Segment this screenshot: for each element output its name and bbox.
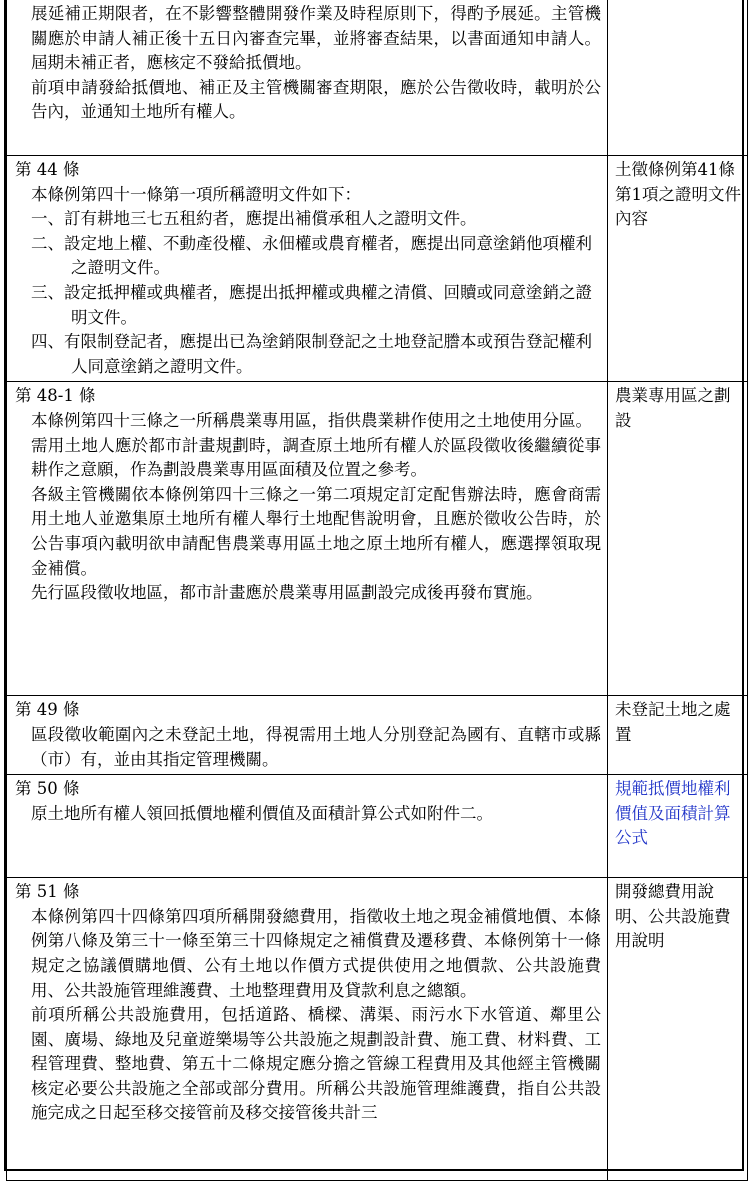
table-row bbox=[7, 696, 748, 775]
table-row bbox=[7, 775, 748, 878]
article-list-item: 三、設定抵押權或典權者，應提出抵押權或典權之清償、回贖或同意塗銷之證明文件。 bbox=[31, 282, 592, 327]
article-paragraph: 展延補正期限者，在不影響整體開發作業及時程原則下，得酌予展延。主管機關應於申請人補正後十五日內審查完畢，並將審查結果，以書面通知申請人。屆期未補正者，應核定不發給抵價地。 bbox=[31, 4, 601, 73]
note-cell bbox=[608, 382, 748, 696]
regulation-table bbox=[6, 0, 748, 1181]
regulation-document bbox=[4, 0, 744, 1171]
note-text: 開發總費用說明、公共設施費用說明 bbox=[615, 882, 731, 951]
article-list-item: 四、有限制登記者，應提出已為塗銷限制登記之土地登記謄本或預告登記權利人同意塗銷之證明文件。 bbox=[31, 332, 592, 376]
article-paragraph: 原土地所有權人領回抵價地權利價值及面積計算公式如附件二。 bbox=[31, 803, 493, 823]
note-text-highlighted: 規範抵價地權利價值及面積計算公式 bbox=[615, 779, 731, 848]
article-number: 第 48-1 條 bbox=[15, 386, 96, 406]
article-paragraph: 需用土地人應於都市計畫規劃時，調查原土地所有權人於區段徵收後繼續從事耕作之意願，作為劃設農業專用區面積及位置之參考。 bbox=[31, 435, 601, 480]
table-row bbox=[7, 878, 748, 1181]
article-paragraph: 區段徵收範圍內之未登記土地，得視需用土地人分別登記為國有、直轄市或縣（市）有，並由其指定管理機關。 bbox=[31, 724, 601, 769]
article-paragraph: 前項所稱公共設施費用，包括道路、橋樑、溝渠、雨污水下水管道、鄰里公園、廣場、綠地及兒童遊樂場等公共設施之規劃設計費、施工費、材料費、工程管理費、整地費、第五十二條規定應分擔之管線工程費用及其他經主管機關核定必要公共設施之全部或部分費用。所稱公共設施管理維護費，指自公共設施完成之日起至移交接管前及移交接管後共計三 bbox=[31, 1005, 601, 1123]
article-cell bbox=[7, 156, 608, 382]
article-cell bbox=[7, 696, 608, 775]
note-cell bbox=[608, 696, 748, 775]
article-paragraph: 先行區段徵收地區，都市計畫應於農業專用區劃設完成後再發布實施。 bbox=[31, 583, 543, 603]
article-paragraph: 各級主管機關依本條例第四十三條之一第二項規定訂定配售辦法時，應會商需用土地人並邀集原土地所有權人舉行土地配售說明會，且應於徵收公告時，於公告事項內載明欲申請配售農業專用區土地之原土地所有權人，應選擇領取現金補償。 bbox=[31, 484, 601, 578]
article-paragraph: 本條例第四十一條第一項所稱證明文件如下： bbox=[31, 184, 361, 204]
article-number: 第 49 條 bbox=[15, 700, 80, 720]
note-cell bbox=[608, 775, 748, 878]
article-cell bbox=[7, 775, 608, 878]
note-text: 未登記土地之處置 bbox=[615, 700, 731, 744]
note-text: 農業專用區之劃設 bbox=[615, 386, 731, 430]
article-list-item: 二、設定地上權、不動產役權、永佃權或農育權者，應提出同意塗銷他項權利之證明文件。 bbox=[31, 233, 592, 278]
note-cell bbox=[608, 878, 748, 1181]
article-list-item: 一、訂有耕地三七五租約者，應提出補償承租人之證明文件。 bbox=[31, 209, 477, 229]
note-cell bbox=[608, 0, 748, 156]
table-row bbox=[7, 0, 748, 156]
article-paragraph: 前項申請發給抵價地、補正及主管機關審查期限，應於公告徵收時，載明於公告內，並通知土地所有權人。 bbox=[31, 77, 601, 122]
table-row bbox=[7, 382, 748, 696]
article-paragraph: 本條例第四十四條第四項所稱開發總費用，指徵收土地之現金補償地價、本條例第八條及第三十一條至第三十四條規定之補償費及遷移費、本條例第十一條規定之協議價購地價、公有土地以作價方式提供使用之地價款、公共設施費用、公共設施管理維護費、土地整理費用及貸款利息之總額。 bbox=[31, 906, 601, 1000]
article-cell bbox=[7, 382, 608, 696]
note-cell bbox=[608, 156, 748, 382]
article-cell bbox=[7, 878, 608, 1181]
article-number: 第 50 條 bbox=[15, 779, 80, 799]
article-cell bbox=[7, 0, 608, 156]
note-text: 土徵條例第41條第1項之證明文件內容 bbox=[615, 160, 741, 229]
article-number: 第 51 條 bbox=[15, 882, 80, 902]
article-paragraph: 本條例第四十三條之一所稱農業專用區，指供農業耕作使用之土地使用分區。 bbox=[31, 410, 592, 430]
table-row bbox=[7, 156, 748, 382]
article-number: 第 44 條 bbox=[15, 160, 80, 179]
